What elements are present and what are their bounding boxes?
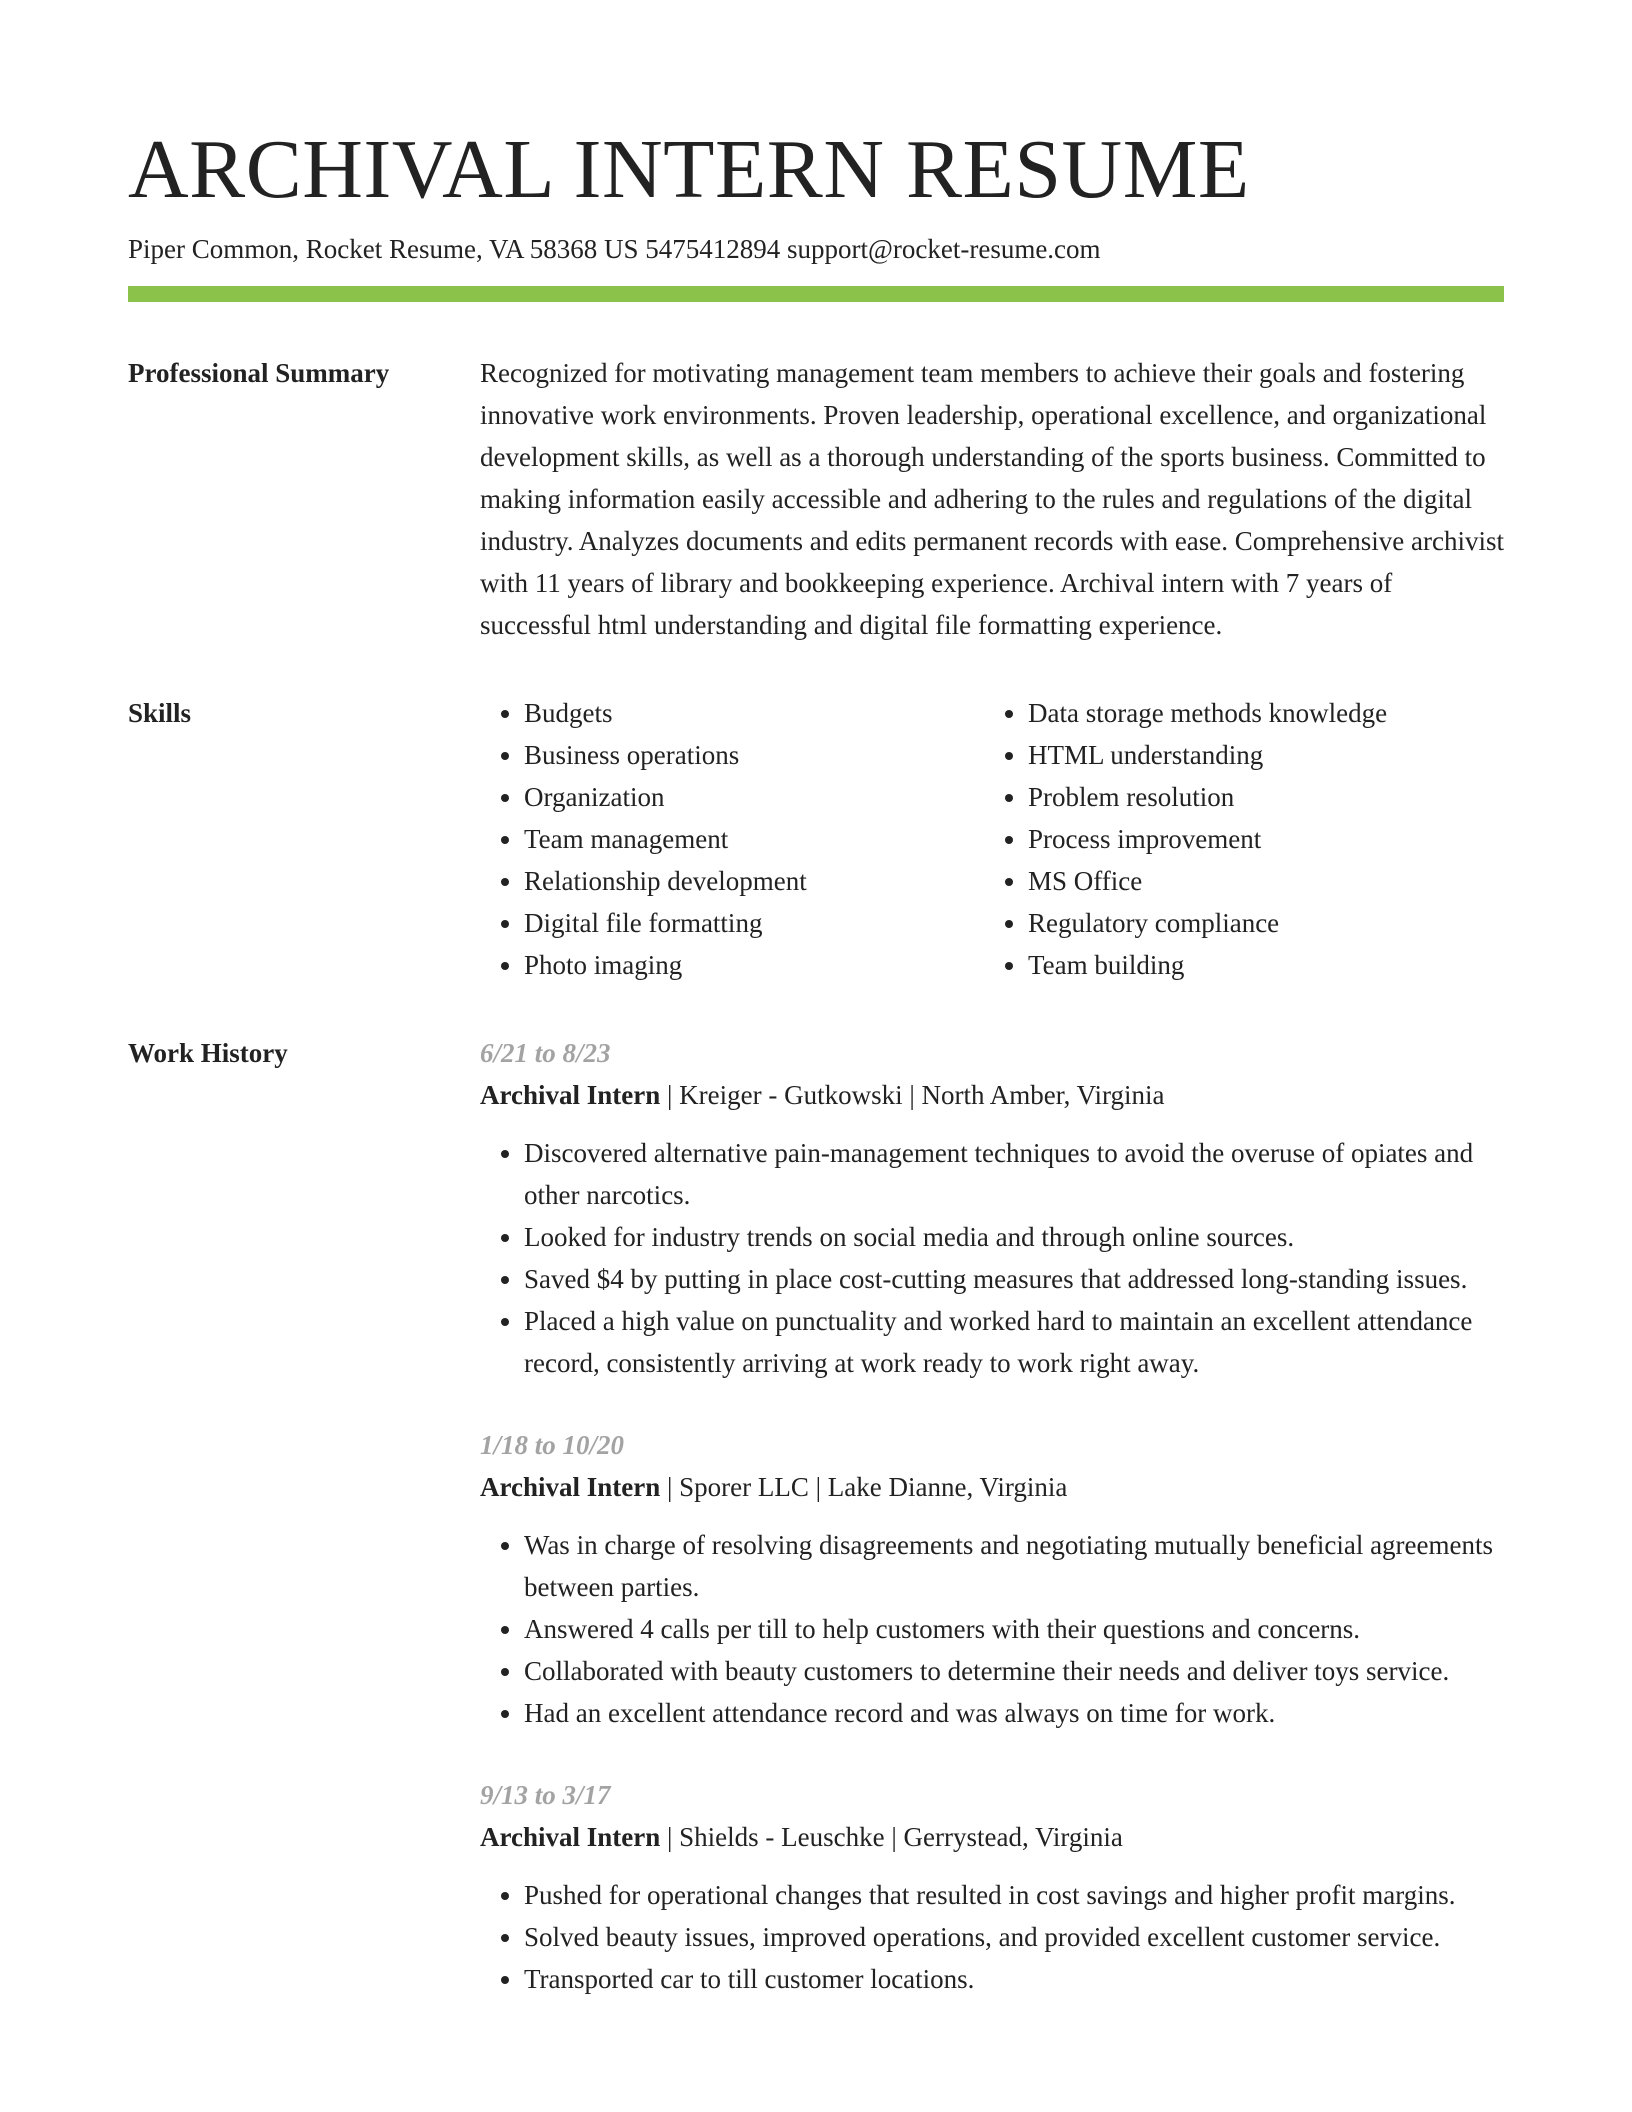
job-date: 6/21 to 8/23 [480,1038,611,1068]
job-date: 9/13 to 3/17 [480,1780,611,1810]
list-item: • Looked for industry trends on social media and through online sources. [524,1216,1504,1258]
skills-section [128,692,1504,986]
summary-text: Recognized for motivating management team members to achieve their goals and fostering innovative work environments. Proven leadership, operational excellence, and organizational development skills, as well as a thorough understanding of the sports business. Committed to making information easily accessible and adhering to the rules and regulations of the digital industry. Analyzes documents and edits permanent records with ease. Comprehensive archivist with 11 years of library and bookkeeping experience. Archival intern with 7 years of successful html understanding and digital file formatting experience. [480,358,1504,640]
job-details: | Shields - Leuschke | Gerrystead, Virginia [660,1822,1123,1852]
job-date: 1/18 to 10/20 [480,1430,625,1460]
job-bullets [480,1874,1504,2000]
list-item: • Process improvement [1028,818,1488,860]
job-bullets [480,1524,1504,1734]
job-bullets [480,1132,1504,1384]
list-item: • Was in charge of resolving disagreements and negotiating mutually beneficial agreements between parties. [524,1524,1504,1608]
list-item: • Photo imaging [524,944,984,986]
professional-summary-section [128,352,1504,646]
section-label: Professional Summary [128,358,390,388]
work-history-section [128,1032,1504,2000]
accent-divider [128,286,1504,302]
list-item: • Discovered alternative pain-management techniques to avoid the overuse of opiates and other narcotics. [524,1132,1504,1216]
list-item: • Pushed for operational changes that resulted in cost savings and higher profit margins. [524,1874,1504,1916]
list-item: • Team management [524,818,984,860]
job-role: Archival Intern [480,1080,661,1110]
job-heading [480,1816,1504,1858]
job-entry [480,1424,1504,1734]
section-label: Work History [128,1038,288,1068]
list-item: • Had an excellent attendance record and was always on time for work. [524,1692,1504,1734]
list-item: • Organization [524,776,984,818]
list-item: • Collaborated with beauty customers to determine their needs and deliver toys service. [524,1650,1504,1692]
list-item: • Budgets [524,692,984,734]
job-role: Archival Intern [480,1822,661,1852]
skills-list-left [480,692,984,986]
list-item: • MS Office [1028,860,1488,902]
job-heading [480,1466,1504,1508]
list-item: • Business operations [524,734,984,776]
resume-title: ARCHIVAL INTERN RESUME [128,123,1250,216]
list-item: • Digital file formatting [524,902,984,944]
list-item: • Regulatory compliance [1028,902,1488,944]
section-label: Skills [128,698,192,728]
job-details: | Kreiger - Gutkowski | North Amber, Virginia [660,1080,1165,1110]
job-entry [480,1774,1504,2000]
list-item: • Solved beauty issues, improved operations, and provided excellent customer service. [524,1916,1504,1958]
skills-list-right [984,692,1488,986]
list-item: • HTML understanding [1028,734,1488,776]
list-item: • Problem resolution [1028,776,1488,818]
list-item: • Team building [1028,944,1488,986]
list-item: • Transported car to till customer locations. [524,1958,1504,2000]
contact-line: Piper Common, Rocket Resume, VA 58368 US 5475412894 support@rocket-resume.com [128,234,1101,264]
job-details: | Sporer LLC | Lake Dianne, Virginia [660,1472,1068,1502]
job-entry [480,1032,1504,1384]
list-item: • Saved $4 by putting in place cost-cutting measures that addressed long-standing issues. [524,1258,1504,1300]
list-item: • Relationship development [524,860,984,902]
job-role: Archival Intern [480,1472,661,1502]
list-item: • Data storage methods knowledge [1028,692,1488,734]
resume-page [128,120,1504,2000]
job-heading [480,1074,1504,1116]
list-item: • Answered 4 calls per till to help customers with their questions and concerns. [524,1608,1504,1650]
list-item: • Placed a high value on punctuality and worked hard to maintain an excellent attendance record, consistently arriving at work ready to work right away. [524,1300,1504,1384]
